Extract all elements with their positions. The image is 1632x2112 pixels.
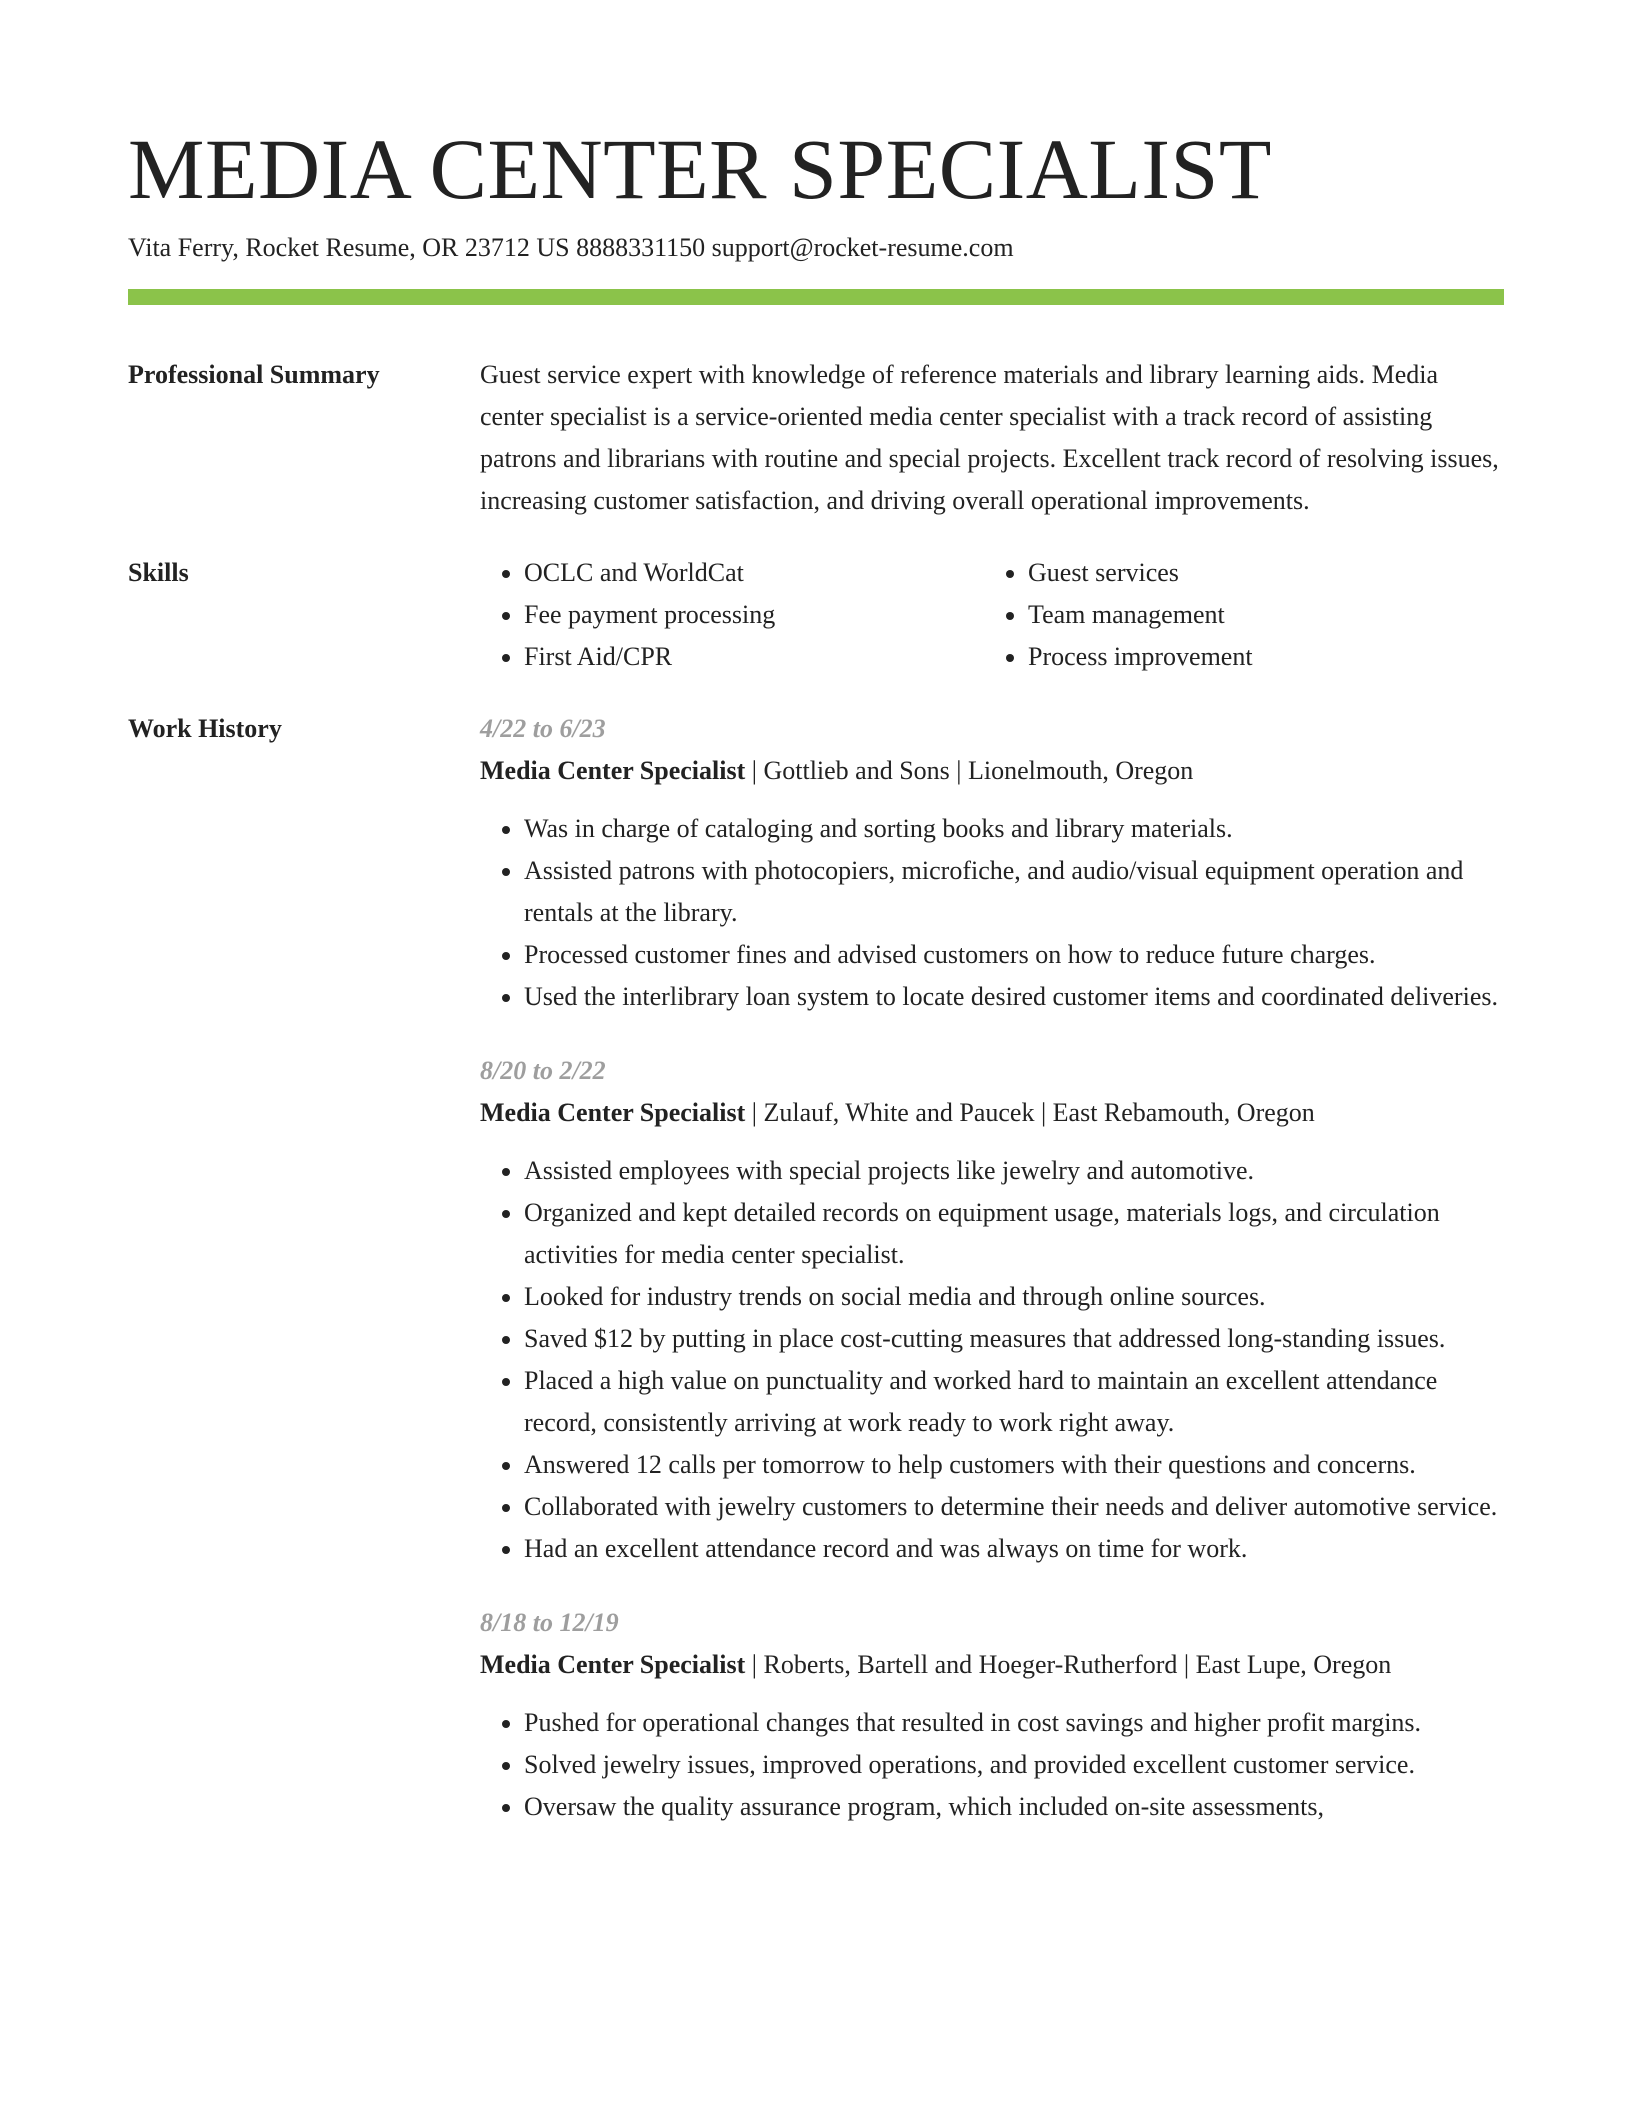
skill-item: • OCLC and WorldCat <box>524 552 984 594</box>
job-bullets <box>480 1150 1504 1570</box>
job-title: Media Center Specialist <box>480 1098 746 1127</box>
job-bullet: • Pushed for operational changes that resulted in cost savings and higher profit margins. <box>524 1702 1504 1744</box>
skills-column-left <box>480 552 984 678</box>
job-header <box>480 1092 1504 1134</box>
resume-title: MEDIA CENTER SPECIALIST <box>128 121 1272 217</box>
job-bullet: • Assisted employees with special projects like jewelry and automotive. <box>524 1150 1504 1192</box>
contact-line: Vita Ferry, Rocket Resume, OR 23712 US 8888331150 support@rocket-resume.com <box>128 233 1014 262</box>
job-bullets <box>480 1702 1504 1828</box>
job-entry <box>480 1050 1504 1570</box>
job-bullet: • Answered 12 calls per tomorrow to help customers with their questions and concerns. <box>524 1444 1504 1486</box>
resume-page <box>128 0 1504 1860</box>
summary-heading: Professional Summary <box>128 360 380 389</box>
summary-section <box>128 354 1504 522</box>
job-dates: 8/20 to 2/22 <box>480 1056 606 1085</box>
job-dates: 8/18 to 12/19 <box>480 1608 619 1637</box>
job-bullet: • Looked for industry trends on social media and through online sources. <box>524 1276 1504 1318</box>
job-entry <box>480 1602 1504 1828</box>
job-bullet: • Solved jewelry issues, improved operations, and provided excellent customer service. <box>524 1744 1504 1786</box>
skills-column-right <box>984 552 1488 678</box>
job-bullet: • Had an excellent attendance record and was always on time for work. <box>524 1528 1504 1570</box>
job-employer-location: | Gottlieb and Sons | Lionelmouth, Oregon <box>745 756 1194 785</box>
skills-section <box>128 552 1504 678</box>
skill-item: • Process improvement <box>1028 636 1488 678</box>
skill-item: • First Aid/CPR <box>524 636 984 678</box>
job-bullet: • Was in charge of cataloging and sorting books and library materials. <box>524 808 1504 850</box>
skills-heading: Skills <box>128 558 189 587</box>
skill-item: • Fee payment processing <box>524 594 984 636</box>
job-bullet: • Organized and kept detailed records on equipment usage, materials logs, and circulation activities for media center specialist. <box>524 1192 1504 1276</box>
work-history-section <box>128 708 1504 1860</box>
job-header <box>480 1644 1504 1686</box>
job-bullet: • Assisted patrons with photocopiers, microfiche, and audio/visual equipment operation and rentals at the library. <box>524 850 1504 934</box>
job-bullet: • Collaborated with jewelry customers to determine their needs and deliver automotive service. <box>524 1486 1504 1528</box>
skills-grid <box>480 552 1504 678</box>
job-entry <box>480 708 1504 1018</box>
job-title: Media Center Specialist <box>480 756 746 785</box>
job-bullet: • Used the interlibrary loan system to locate desired customer items and coordinated deliveries. <box>524 976 1504 1018</box>
job-bullet: • Saved $12 by putting in place cost-cutting measures that addressed long-standing issues. <box>524 1318 1504 1360</box>
job-employer-location: | Roberts, Bartell and Hoeger-Rutherford | East Lupe, Oregon <box>745 1650 1392 1679</box>
job-header <box>480 750 1504 792</box>
job-title: Media Center Specialist <box>480 1650 746 1679</box>
job-dates: 4/22 to 6/23 <box>480 714 606 743</box>
job-bullet: • Placed a high value on punctuality and worked hard to maintain an excellent attendance record, consistently arriving at work ready to work right away. <box>524 1360 1504 1444</box>
header-divider <box>128 289 1504 305</box>
job-bullet: • Processed customer fines and advised customers on how to reduce future charges. <box>524 934 1504 976</box>
summary-text: Guest service expert with knowledge of reference materials and library learning aids. Media center specialist is a service-oriented media center specialist with a track record of assisting patrons and librarians with routine and special projects. Excellent track record of resolving issues, increasing customer satisfaction, and driving overall operational improvements. <box>480 360 1499 515</box>
skill-item: • Guest services <box>1028 552 1488 594</box>
skill-item: • Team management <box>1028 594 1488 636</box>
job-employer-location: | Zulauf, White and Paucek | East Rebamouth, Oregon <box>745 1098 1315 1127</box>
job-bullet: • Oversaw the quality assurance program, which included on-site assessments, <box>524 1786 1504 1828</box>
work-history-heading: Work History <box>128 714 282 743</box>
job-bullets <box>480 808 1504 1018</box>
